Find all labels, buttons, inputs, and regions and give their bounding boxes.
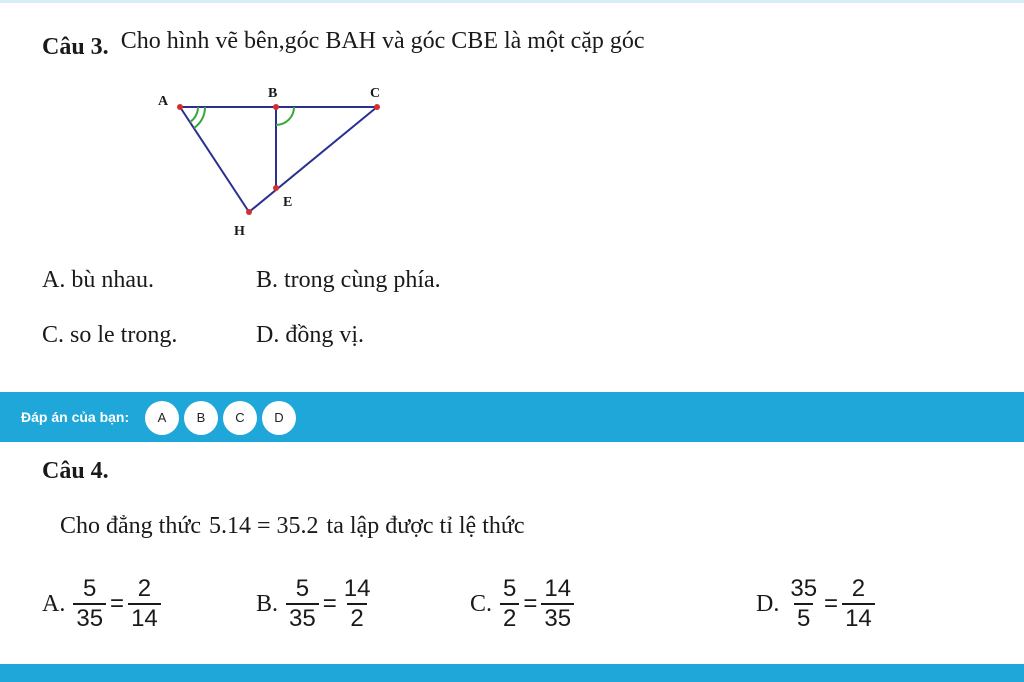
point-h xyxy=(246,209,252,215)
fraction: $\frac{14}{2}$ xyxy=(343,575,371,632)
label-b: B xyxy=(268,86,278,101)
point-e xyxy=(273,185,279,191)
answer-choice-b[interactable]: B xyxy=(184,401,218,435)
point-c xyxy=(374,104,380,110)
question4-equation: 5.14 = 35.2 xyxy=(209,513,319,539)
q3-option-b: B. trong cùng phía. xyxy=(256,267,441,293)
answer-choice-d[interactable]: D xyxy=(262,401,296,435)
question3-label: Câu 3. xyxy=(42,34,109,60)
question3-text: Cho hình vẽ bên,góc BAH và góc CBE là một cặp góc xyxy=(120,28,645,54)
answer-bar-next xyxy=(0,664,1024,682)
segment-ah xyxy=(180,107,249,212)
q4-option-c: C. $\frac{5}{2}$ = $\frac{14}{35}$ xyxy=(470,575,574,633)
label-a: A xyxy=(158,94,169,109)
fraction: $\frac{5}{35}$ xyxy=(286,575,319,633)
q4-option-a: A. $\frac{5}{35}$ = $\frac{2}{14}$ xyxy=(42,575,161,633)
geometry-figure xyxy=(150,80,400,245)
q3-option-d: D. đồng vị. xyxy=(256,322,365,348)
angle-bah-arc-1 xyxy=(190,107,198,122)
label-e: E xyxy=(283,195,293,210)
answer-choice-a[interactable]: A xyxy=(145,401,179,435)
fraction: $\frac{5}{35}$ xyxy=(73,575,106,633)
fraction: $\frac{14}{35}$ xyxy=(541,575,574,633)
question3-header xyxy=(42,28,645,60)
question4-prompt: Cho đẳng thức 5.14 = 35.2 ta lập được tỉ lệ thức xyxy=(60,513,525,539)
q4-option-d: D. $\frac{35}{5}$ = $\frac{2}{14}$ xyxy=(756,575,875,633)
fraction: $\frac{2}{14}$ xyxy=(842,575,875,633)
segment-hc xyxy=(249,107,377,212)
fraction: $\frac{5}{2}$ xyxy=(500,575,519,633)
q3-option-a: A. bù nhau. xyxy=(42,267,154,293)
label-c: C xyxy=(370,86,381,101)
point-a xyxy=(177,104,183,110)
label-h: H xyxy=(234,224,245,239)
fraction: $\frac{35}{5}$ xyxy=(790,575,818,632)
angle-cbe-arc xyxy=(276,107,294,125)
q3-option-c: C. so le trong. xyxy=(42,322,178,348)
top-divider xyxy=(0,0,1024,3)
q4-option-b: B. $\frac{5}{35}$ = $\frac{14}{2}$ xyxy=(256,575,373,633)
answer-choice-c[interactable]: C xyxy=(223,401,257,435)
point-b xyxy=(273,104,279,110)
answer-bar xyxy=(0,392,1024,442)
answer-label: Đáp án của bạn: xyxy=(21,409,130,425)
question4-label: Câu 4. xyxy=(42,458,109,484)
fraction: $\frac{2}{14}$ xyxy=(128,575,161,633)
